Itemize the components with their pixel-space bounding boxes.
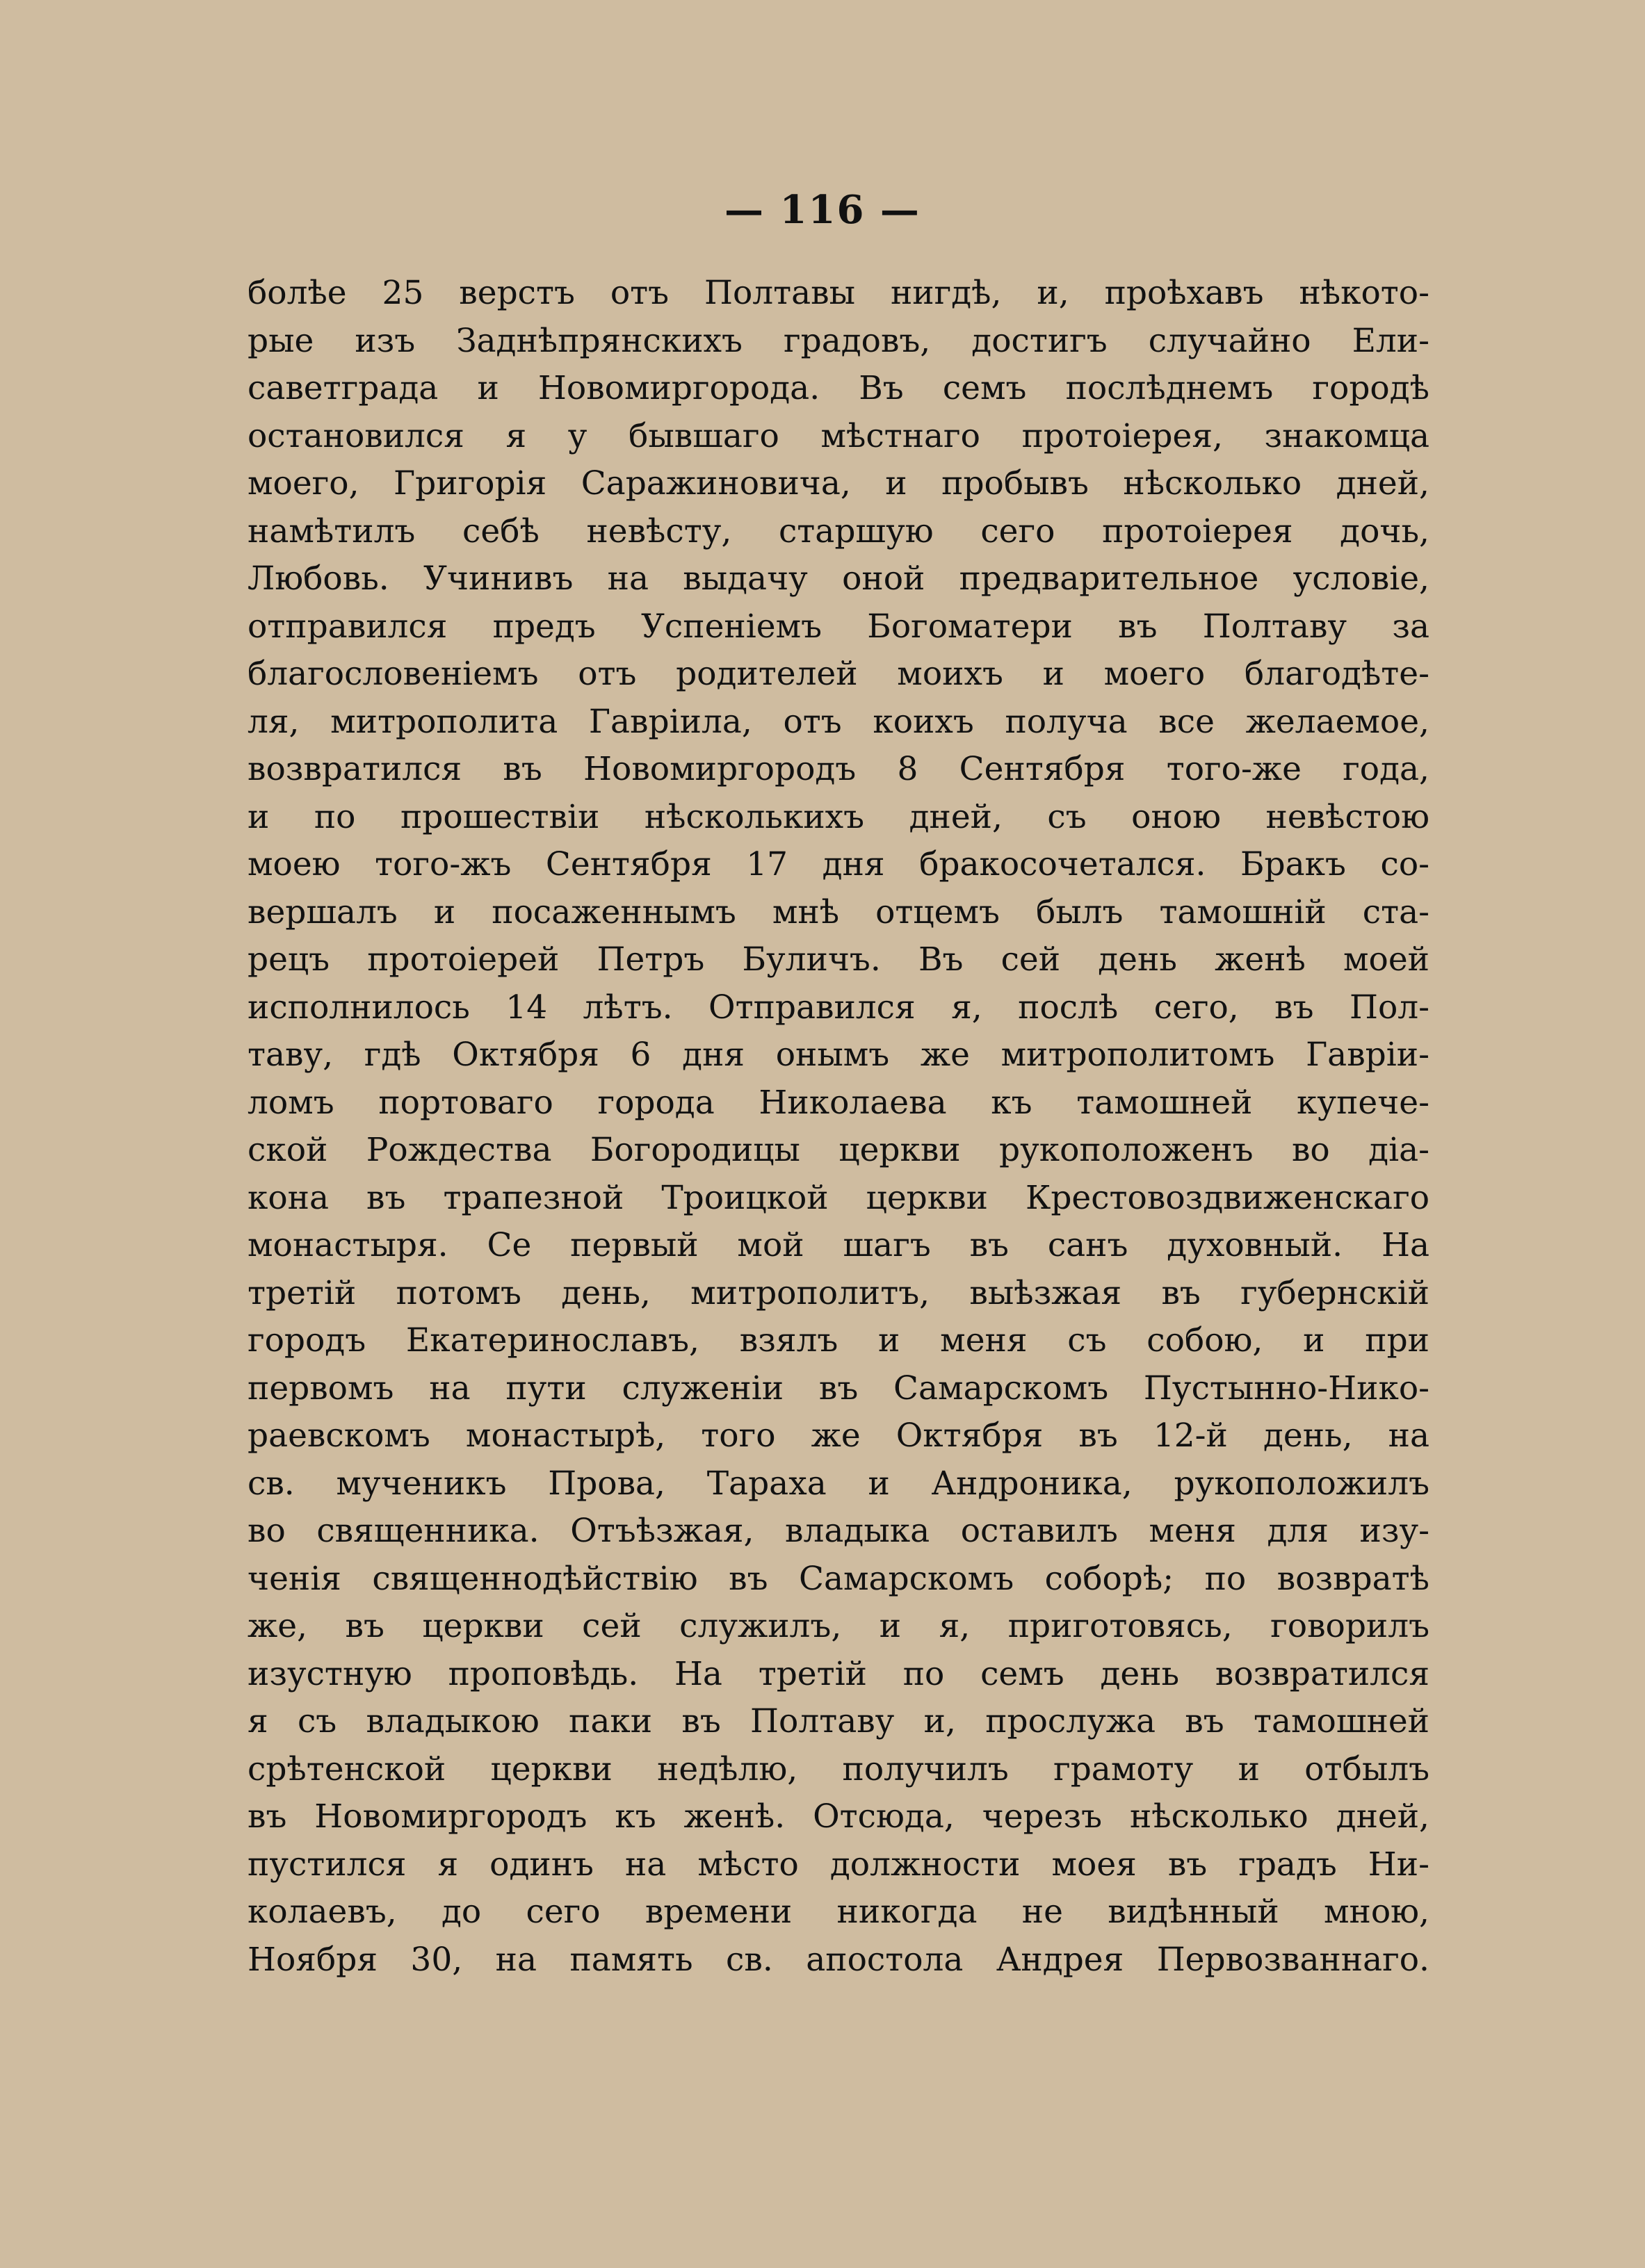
- text-line: св. мученикъ Прова, Тараха и Андроника, рукоположилъ: [248, 1464, 1429, 1503]
- text-line: моею того-жъ Сентября 17 дня бракосочетался. Бракъ со-: [248, 845, 1429, 883]
- text-line: саветграда и Новомиргорода. Въ семъ послѣднемъ городѣ: [248, 369, 1429, 407]
- text-line: пустился я одинъ на мѣсто должности моея въ градъ Ни-: [248, 1845, 1429, 1884]
- text-line: таву, гдѣ Октября 6 дня онымъ же митрополитомъ Гавріи-: [248, 1036, 1429, 1074]
- text-line: же, въ церкви сей служилъ, и я, приготовясь, говорилъ: [248, 1607, 1429, 1645]
- text-line: возвратился въ Новомиргородъ 8 Сентября того-же года,: [248, 750, 1429, 788]
- text-line: болѣе 25 верстъ отъ Полтавы нигдѣ, и, проѣхавъ нѣкото-: [248, 274, 1429, 312]
- body-text: [248, 270, 1429, 1984]
- text-line: и по прошествіи нѣсколькихъ дней, съ оною невѣстою: [248, 797, 1429, 836]
- page-number: — 116 —: [724, 187, 921, 233]
- text-line: первомъ на пути служеніи въ Самарскомъ Пустынно-Нико-: [248, 1369, 1429, 1408]
- text-line: остановился я у бывшаго мѣстнаго протоіерея, знакомца: [248, 416, 1429, 455]
- text-line: колаевъ, до сего времени никогда не видѣнный мною,: [248, 1893, 1429, 1931]
- text-line: рецъ протоіерей Петръ Буличъ. Въ сей день женѣ моей: [248, 940, 1429, 979]
- text-line: Любовь. Учинивъ на выдачу оной предварительное условіе,: [248, 560, 1429, 598]
- text-line: срѣтенской церкви недѣлю, получилъ грамоту и отбылъ: [248, 1749, 1429, 1788]
- text-line: Ноября 30, на память св. апостола Андрея Первозваннаго.: [248, 1940, 1429, 1979]
- text-line: ской Рождества Богородицы церкви рукоположенъ во діа-: [248, 1131, 1429, 1169]
- text-line: вершалъ и посаженнымъ мнѣ отцемъ былъ тамошній ста-: [248, 892, 1429, 931]
- text-line: третій потомъ день, митрополитъ, выѣзжая въ губернскій: [248, 1273, 1429, 1312]
- text-line: городъ Екатеринославъ, взялъ и меня съ собою, и при: [248, 1321, 1429, 1360]
- text-line: благословеніемъ отъ родителей моихъ и моего благодѣте-: [248, 655, 1429, 693]
- text-line: раевскомъ монастырѣ, того же Октября въ 12-й день, на: [248, 1417, 1429, 1455]
- text-line: ля, митрополита Гавріила, отъ коихъ получа все желаемое,: [248, 702, 1429, 741]
- text-line: кона въ трапезной Троицкой церкви Крестовоздвиженскаго: [248, 1178, 1429, 1217]
- text-line: исполнилось 14 лѣтъ. Отправился я, послѣ сего, въ Пол-: [248, 988, 1429, 1027]
- text-line: я съ владыкою паки въ Полтаву и, прослужа въ тамошней: [248, 1702, 1429, 1740]
- text-line: изустную проповѣдь. На третій по семъ день возвратился: [248, 1654, 1429, 1693]
- text-line: ченія священнодѣйствію въ Самарскомъ соборѣ; по возвратѣ: [248, 1559, 1429, 1598]
- text-line: намѣтилъ себѣ невѣсту, старшую сего протоіерея дочь,: [248, 512, 1429, 550]
- text-line: въ Новомиргородъ къ женѣ. Отсюда, черезъ нѣсколько дней,: [248, 1797, 1429, 1836]
- text-line: во священника. Отъѣзжая, владыка оставилъ меня для изу-: [248, 1512, 1429, 1550]
- text-line: монастыря. Се первый мой шагъ въ санъ духовный. На: [248, 1226, 1429, 1264]
- text-line: рые изъ Заднѣпрянскихъ градовъ, достигъ случайно Ели-: [248, 321, 1429, 360]
- text-line: ломъ портоваго города Николаева къ тамошней купече-: [248, 1083, 1429, 1122]
- text-line: моего, Григорія Саражиновича, и пробывъ нѣсколько дней,: [248, 464, 1429, 503]
- text-line: отправился предъ Успеніемъ Богоматери въ Полтаву за: [248, 607, 1429, 646]
